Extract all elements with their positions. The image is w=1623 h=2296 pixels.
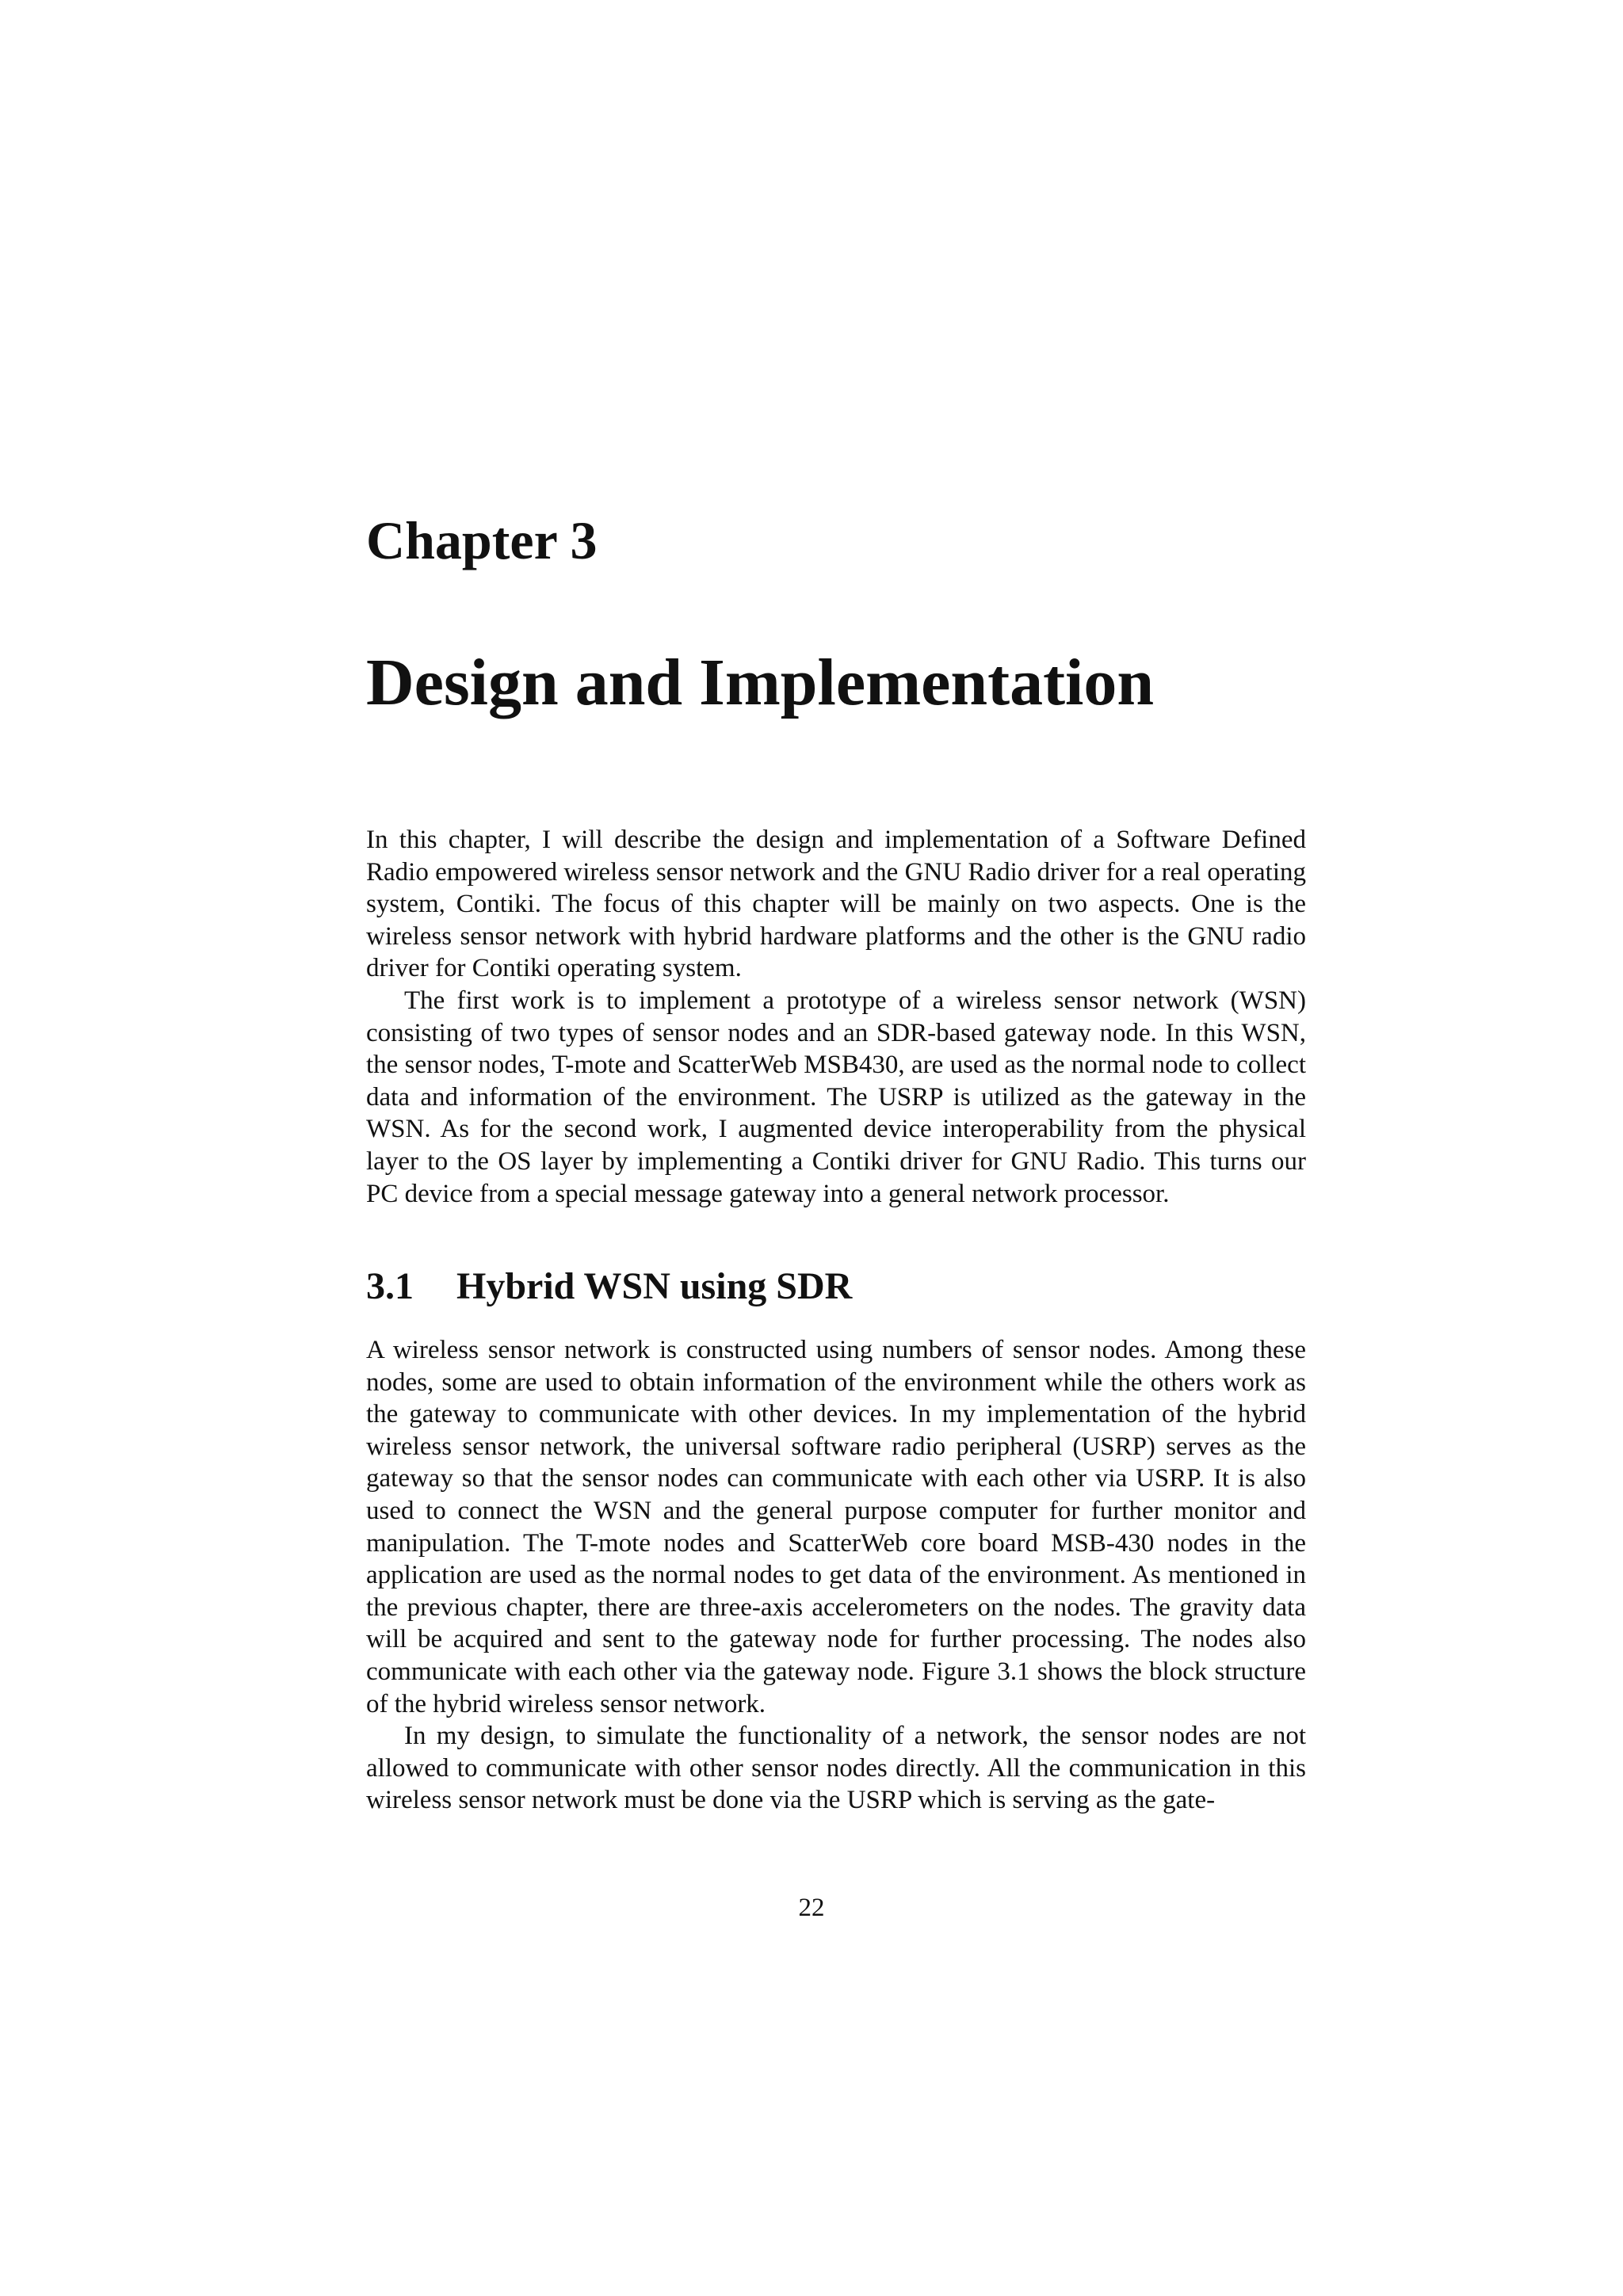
chapter-label: Chapter 3	[366, 510, 598, 570]
intro-text	[366, 824, 1306, 1210]
section-heading	[366, 1265, 853, 1307]
page-number: 22	[798, 1894, 825, 1922]
section-paragraph-2: In my design, to simulate the functionality of a network, the sensor nodes are not allowed to communicate with other sensor nodes directly. All the communication in this wireless sensor network must be done via the USRP which is serving as the gate-	[366, 1722, 1306, 1815]
intro-paragraph-2: The first work is to implement a prototype of a wireless sensor network (WSN) consisting of two types of sensor nodes and an SDR-based gateway node. In this WSN, the sensor nodes, T-mote and ScatterWeb MSB430, are used as the normal node to collect data and information of the environment. The USRP is utilized as the gateway in the WSN. As for the second work, I augmented device interoperability from the physical layer to the OS layer by implementing a Contiki driver for GNU Radio. This turns our PC device from a special message gateway into a general network processor.	[366, 986, 1306, 1208]
section-body-text	[366, 1334, 1306, 1817]
section-number: 3.1	[366, 1265, 414, 1307]
intro-paragraph-1: In this chapter, I will describe the design and implementation of a Software Defined Radio empowered wireless sensor network and the GNU Radio driver for a real operating system, Contiki. The focus of this chapter will be mainly on two aspects. One is the wireless sensor network with hybrid hardware platforms and the other is the GNU radio driver for Contiki operating system.	[366, 826, 1306, 983]
chapter-title: Design and Implementation	[366, 646, 1155, 719]
section-title: Hybrid WSN using SDR	[456, 1265, 853, 1307]
section-paragraph-1: A wireless sensor network is constructed using numbers of sensor nodes. Among these nodes, some are used to obtain information of the environment while the others work as the gateway to communicate with other devices. In my implementation of the hybrid wireless sensor network, the universal software radio peripheral (USRP) serves as the gateway so that the sensor nodes can communicate with each other via USRP. It is also used to connect the WSN and the general purpose computer for further monitor and manipulation. The T-mote nodes and ScatterWeb core board MSB-430 nodes in the application are used as the normal nodes to get data of the environment. As mentioned in the previous chapter, there are three-axis accelerometers on the nodes. The gravity data will be acquired and sent to the gateway node for further processing. The nodes also communicate with each other via the gateway node. Figure 3.1 shows the block structure of the hybrid wireless sensor network.	[366, 1336, 1306, 1718]
